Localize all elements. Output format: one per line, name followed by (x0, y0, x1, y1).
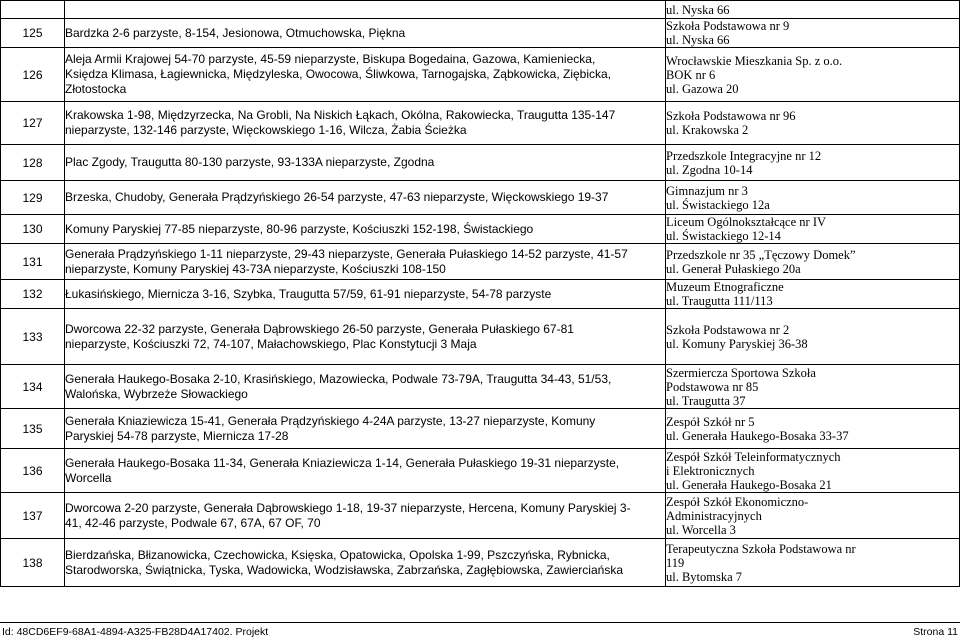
district-streets (65, 244, 666, 280)
polling-location (666, 280, 960, 309)
location-line: i Elektronicznych (666, 463, 755, 478)
polling-location (666, 539, 960, 587)
location-line: Szkoła Podstawowa nr 9 (666, 19, 790, 33)
location-line: Szkoła Podstawowa nr 96 (666, 109, 796, 123)
street-line: Aleja Armii Krajowej 54-70 parzyste, 45-59 nieparzyste, Biskupa Bogedaina, Gazowa, Kamieniecka, (65, 52, 596, 66)
street-line: Księdza Klimasa, Łagiewnicka, Międzyleska, Owocowa, Śliwkowa, Tarnogajska, Ząbkowicka, Ziębicka, (65, 67, 612, 81)
district-number: 127 (1, 102, 65, 145)
location-line: ul. Nyska 66 (666, 33, 730, 47)
table-row (1, 1, 960, 19)
table-row (1, 365, 960, 409)
district-streets (65, 539, 666, 587)
location-line: Zespół Szkół Ekonomiczno- (666, 494, 809, 509)
district-number: 129 (1, 181, 65, 215)
street-line: Bardzka 2-6 parzyste, 8-154, Jesionowa, Otmuchowska, Piękna (65, 25, 406, 40)
district-streets (65, 145, 666, 181)
location-line: ul. Worcella 3 (666, 522, 736, 537)
page-footer (0, 622, 960, 641)
table-row (1, 539, 960, 587)
district-streets (65, 493, 666, 539)
street-line: Dworcowa 2-20 parzyste, Generała Dąbrowskiego 1-18, 19-37 nieparzyste, Hercena, Komuny Paryskiej 3- (65, 500, 631, 515)
polling-location (666, 449, 960, 493)
table-row (1, 48, 960, 102)
street-line: Krakowska 1-98, Międzyrzecka, Na Grobli, Na Niskich Łąkach, Okólna, Rakowiecka, Traugutta 135-147 (65, 108, 616, 122)
document-id: Id: 48CD6EF9-68A1-4894-A325-FB28D4A17402. Projekt (2, 626, 269, 638)
polling-location (666, 244, 960, 280)
location-line: Przedszkole Integracyjne nr 12 (666, 148, 822, 163)
table-row (1, 409, 960, 449)
location-line: ul. Krakowska 2 (666, 123, 749, 137)
polling-location (666, 493, 960, 539)
location-line: Zespół Szkół Teleinformatycznych (666, 449, 841, 464)
location-line: ul. Świstackiego 12-14 (666, 229, 781, 243)
street-line: Plac Zgody, Traugutta 80-130 parzyste, 93-133A nieparzyste, Zgodna (65, 155, 435, 169)
district-number: 134 (1, 365, 65, 409)
location-line: Wrocławskie Mieszkania Sp. z o.o. (666, 53, 843, 68)
location-line: ul. Bytomska 7 (666, 569, 743, 584)
district-number: 136 (1, 449, 65, 493)
street-line: Brzeska, Chudoby, Generała Prądzyńskiego 26-54 parzyste, 47-63 nieparzyste, Więckowskiego 19-37 (65, 190, 609, 204)
table-row (1, 493, 960, 539)
district-streets (65, 309, 666, 365)
location-line: Terapeutyczna Szkoła Podstawowa nr (666, 541, 856, 556)
location-line: Przedszkole nr 35 „Tęczowy Domek” (666, 247, 856, 262)
location-line: ul. Generała Haukego-Bosaka 33-37 (666, 428, 849, 443)
location-line: ul. Komuny Paryskiej 36-38 (666, 336, 808, 351)
polling-location (666, 102, 960, 145)
polling-location (666, 181, 960, 215)
street-line: nieparzyste, Kościuszki 72, 74-107, Małachowskiego, Plac Konstytucji 3 Maja (65, 336, 477, 351)
district-number: 130 (1, 215, 65, 244)
street-line: Starodworska, Świątnicka, Tyska, Wadowicka, Wodzisławska, Zabrzańska, Zagłębiowska, Zawierciańska (65, 562, 623, 577)
street-line: Paryskiej 54-78 parzyste, Miernicza 17-28 (65, 428, 289, 443)
street-line: Dworcowa 22-32 parzyste, Generała Dąbrowskiego 26-50 parzyste, Generała Pułaskiego 67-81 (65, 321, 574, 336)
location-line: Muzeum Etnograficzne (666, 280, 784, 294)
location-line: Zespół Szkół nr 5 (666, 414, 755, 429)
polling-location (666, 48, 960, 102)
polling-location (666, 309, 960, 365)
street-line: nieparzyste, Komuny Paryskiej 43-73A nieparzyste, Kościuszki 108-150 (65, 261, 446, 276)
district-number: 131 (1, 244, 65, 280)
table-row (1, 181, 960, 215)
location-line: ul. Gazowa 20 (666, 81, 739, 96)
street-line: Bierdzańska, Błizanowicka, Czechowicka, Księska, Opatowicka, Opolska 1-99, Pszczyńska, Rybnicka, (65, 547, 610, 562)
location-line: ul. Zgodna 10-14 (666, 162, 753, 177)
polling-location (666, 409, 960, 449)
location-line: Gimnazjum nr 3 (666, 183, 748, 198)
district-streets (65, 19, 666, 48)
polling-location (666, 145, 960, 181)
street-line: Łukasińskiego, Miernicza 3-16, Szybka, Traugutta 57/59, 61-91 nieparzyste, 54-78 parzyste (65, 286, 552, 301)
district-streets (65, 449, 666, 493)
district-streets (65, 102, 666, 145)
district-number: 135 (1, 409, 65, 449)
table-row (1, 309, 960, 365)
location-line: Szkoła Podstawowa nr 2 (666, 322, 790, 337)
location-line: 119 (666, 555, 685, 570)
table-row (1, 244, 960, 280)
location-line: ul. Generała Haukego-Bosaka 21 (666, 477, 832, 492)
district-streets (65, 280, 666, 309)
street-line: Walońska, Wybrzeże Słowackiego (65, 386, 248, 401)
district-streets (65, 181, 666, 215)
top-location: ul. Nyska 66 (666, 1, 960, 19)
table-row (1, 280, 960, 309)
polling-location (666, 215, 960, 244)
district-number: 132 (1, 280, 65, 309)
location-line: BOK nr 6 (666, 67, 716, 82)
location-line: Administracyjnych (666, 508, 762, 523)
district-number: 126 (1, 48, 65, 102)
street-line: Generała Prądzyńskiego 1-11 nieparzyste, 29-43 nieparzyste, Generała Pułaskiego 14-52 parzyste, 41-57 (65, 246, 628, 261)
district-number: 133 (1, 309, 65, 365)
table-row (1, 145, 960, 181)
street-line: Worcella (65, 470, 112, 485)
location-line: Podstawowa nr 85 (666, 379, 759, 394)
table-row (1, 102, 960, 145)
street-line: Złotostocka (65, 82, 127, 96)
street-line: Generała Haukego-Bosaka 2-10, Krasińskiego, Mazowiecka, Podwale 73-79A, Traugutta 34-43, 51/53, (65, 371, 612, 386)
district-streets (65, 365, 666, 409)
street-line: Generała Kniaziewicza 15-41, Generała Prądzyńskiego 4-24A parzyste, 13-27 nieparzyste, Komuny (65, 413, 596, 428)
location-line: Szermiercza Sportowa Szkoła (666, 365, 816, 380)
location-line: ul. Świstackiego 12a (666, 197, 770, 212)
district-streets (65, 48, 666, 102)
district-number: 137 (1, 493, 65, 539)
district-number: 125 (1, 19, 65, 48)
district-number: 128 (1, 145, 65, 181)
district-streets (65, 215, 666, 244)
location-line: ul. Traugutta 111/113 (666, 294, 773, 308)
street-line: Komuny Paryskiej 77-85 nieparzyste, 80-96 parzyste, Kościuszki 152-198, Świstackiego (65, 221, 534, 236)
location-line: ul. Traugutta 37 (666, 393, 746, 408)
polling-location (666, 19, 960, 48)
street-line: Generała Haukego-Bosaka 11-34, Generała Kniaziewicza 1-14, Generała Pułaskiego 19-31 nieparzyste, (65, 455, 620, 470)
district-streets (65, 409, 666, 449)
street-line: 41, 42-46 parzyste, Podwale 67, 67A, 67 OF, 70 (65, 515, 321, 530)
district-number: 138 (1, 539, 65, 587)
page-number: Strona 11 (913, 626, 958, 638)
street-line: nieparzyste, 132-146 parzyste, Więckowskiego 1-16, Wilcza, Żabia Ścieżka (65, 123, 467, 137)
table-row (1, 215, 960, 244)
table-row (1, 449, 960, 493)
polling-location (666, 365, 960, 409)
table-row (1, 19, 960, 48)
location-line: Liceum Ogólnokształcące nr IV (666, 215, 827, 229)
location-line: ul. Generał Pułaskiego 20a (666, 261, 801, 276)
